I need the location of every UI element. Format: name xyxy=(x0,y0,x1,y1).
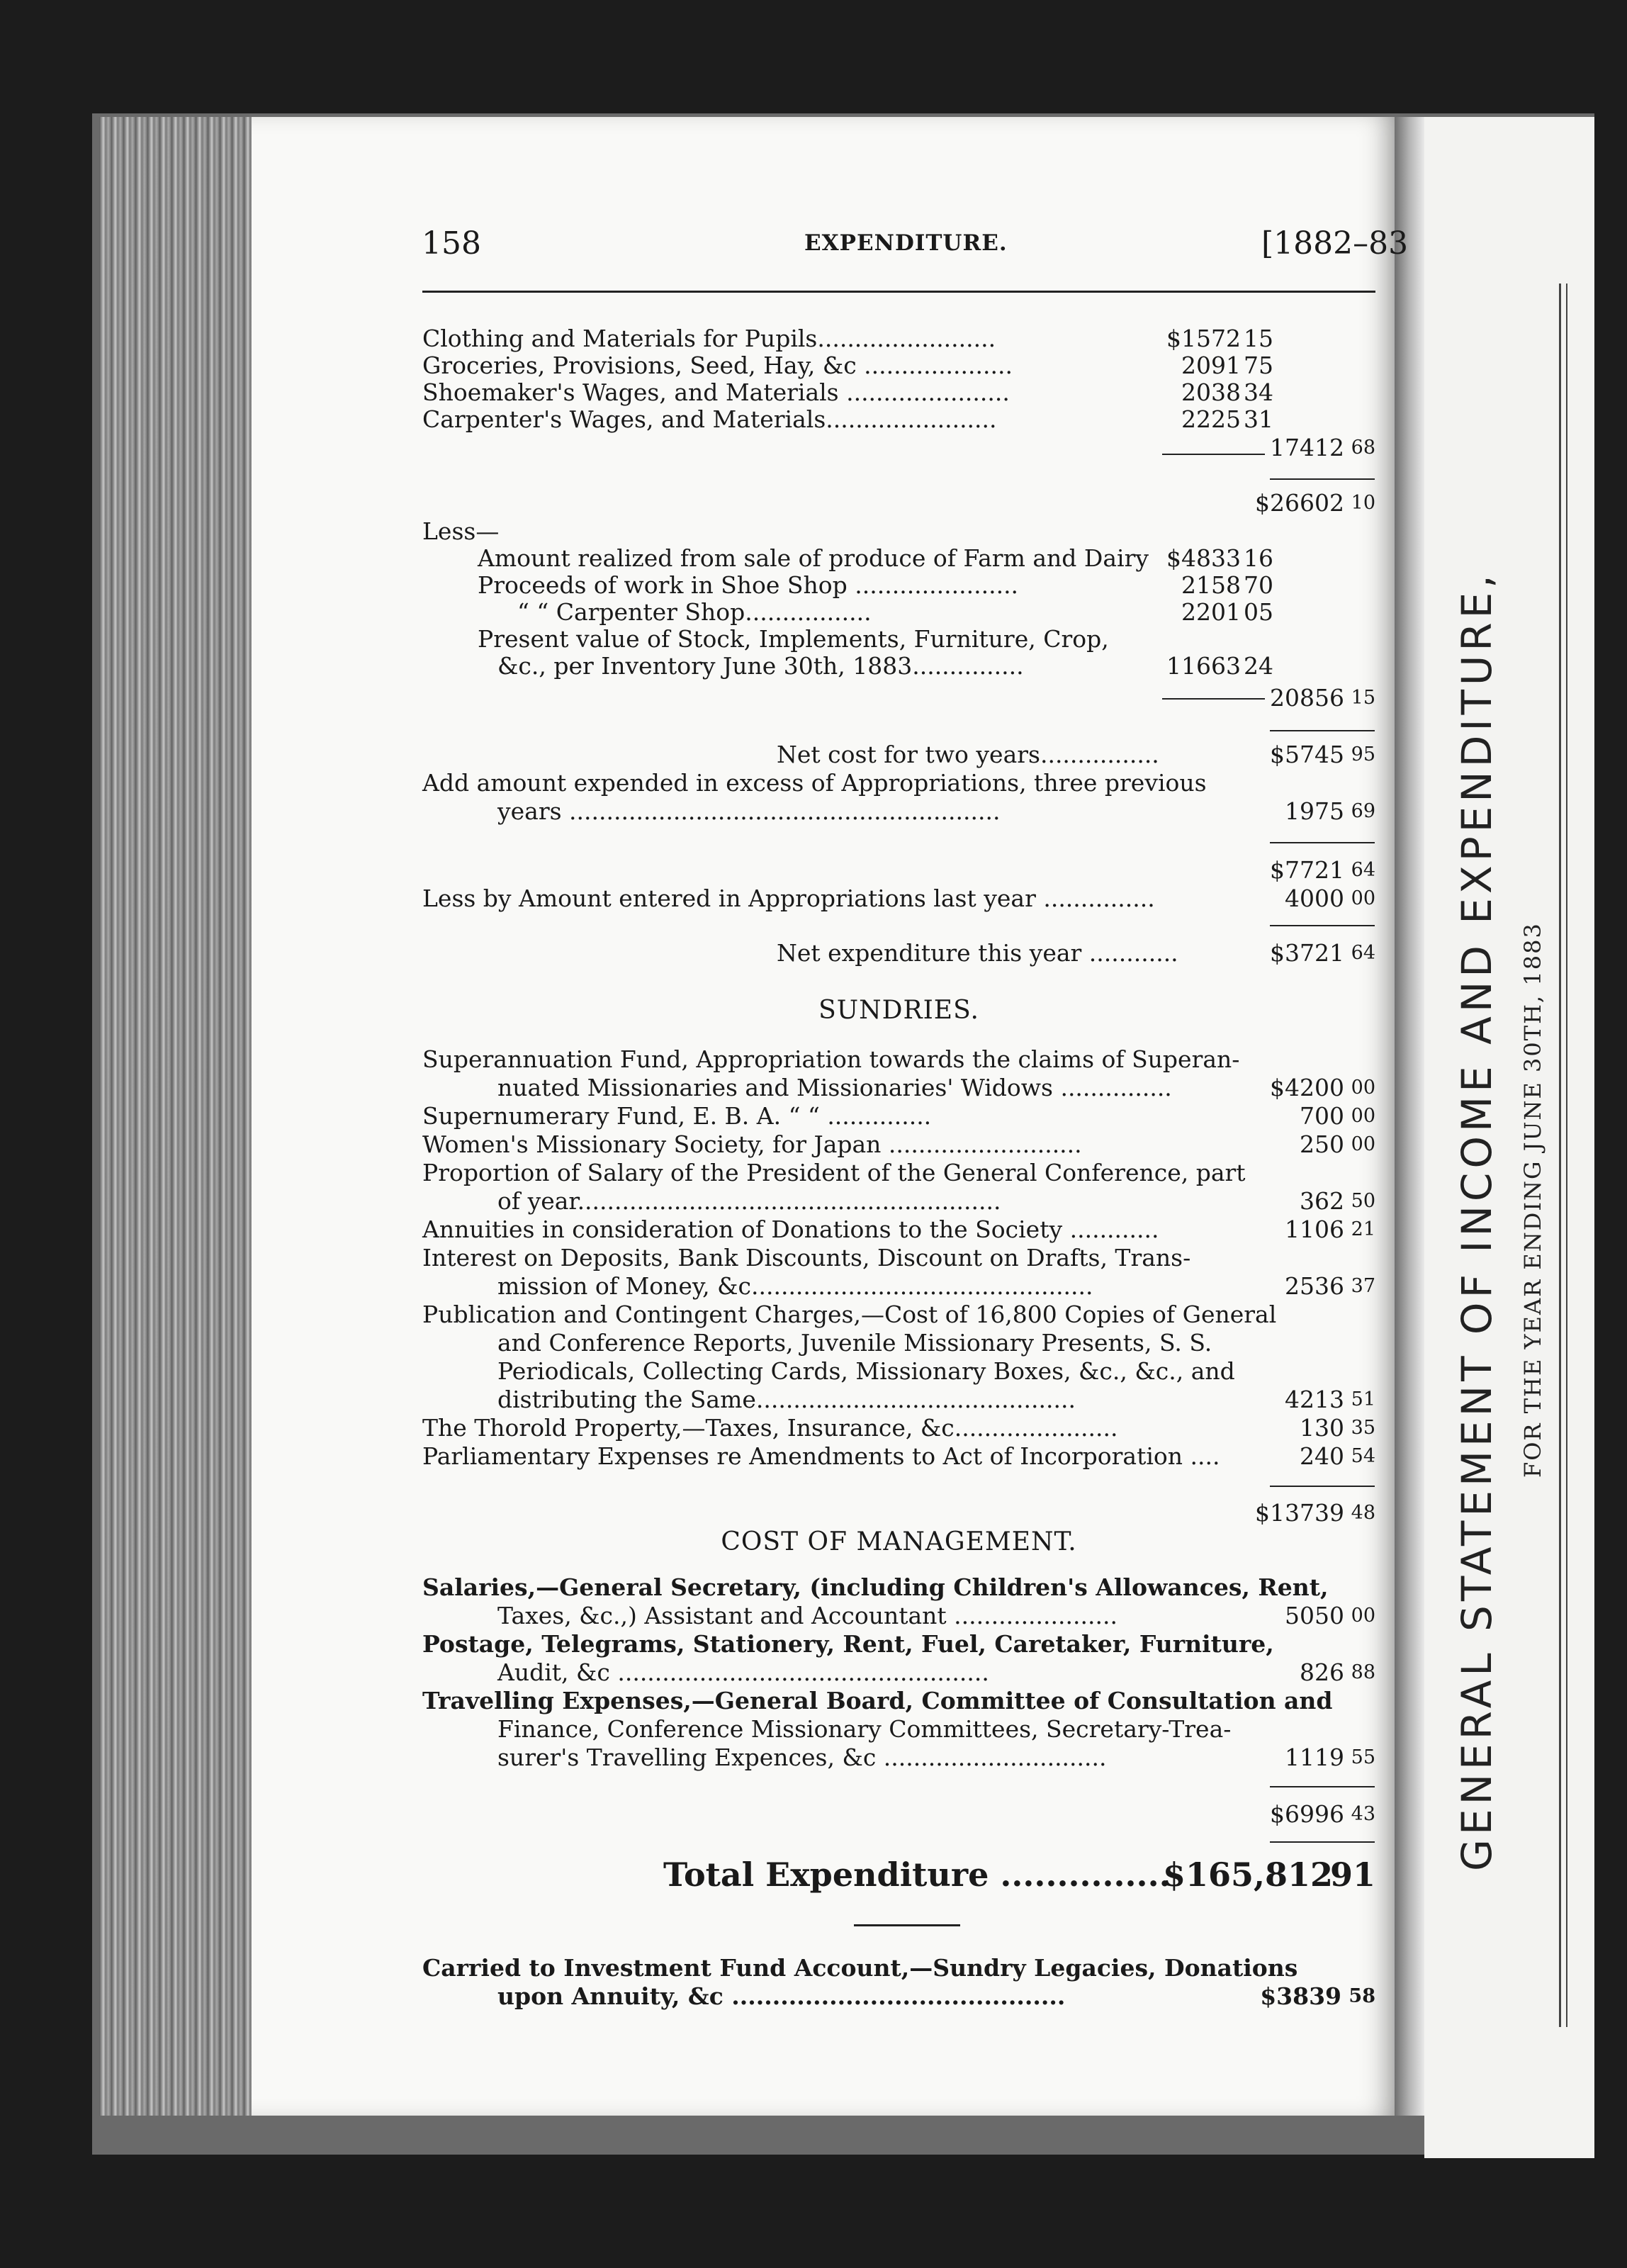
row-label: Taxes, &c.,) Assistant and Accountant ...................... xyxy=(497,1602,1117,1629)
outer-cents: 00 xyxy=(1351,1105,1375,1127)
row-label: of year......................................................... xyxy=(497,1187,1001,1215)
header-rule xyxy=(422,291,1375,293)
row-label: The Thorold Property,—Taxes, Insurance, &c...................... xyxy=(422,1414,1118,1442)
outer-amount: 362 xyxy=(1300,1187,1344,1215)
inner-cents: 75 xyxy=(1244,352,1273,379)
row-label: Shoemaker's Wages, and Materials ...................... xyxy=(422,378,1010,406)
total-divider xyxy=(854,1924,960,1926)
row-label: Proportion of Salary of the President of the General Conference, part xyxy=(422,1159,1246,1186)
total-label: Total Expenditure ............... xyxy=(663,1856,1171,1894)
book-gutter xyxy=(1395,117,1424,2116)
inner-amount: 2201 xyxy=(1181,598,1241,626)
row-label: Clothing and Materials for Pupils........................ xyxy=(422,325,996,352)
sum-rule xyxy=(1270,478,1375,480)
outer-cents: 64 xyxy=(1351,942,1375,964)
total-expenditure-row xyxy=(422,1853,1375,1896)
row-label: Salaries,—General Secretary, (including Children's Allowances, Rent, xyxy=(422,1573,1329,1601)
ledger-row xyxy=(422,598,1375,627)
total-cents: 91 xyxy=(1329,1856,1375,1894)
row-label: Parliamentary Expenses re Amendments to Act of Incorporation .... xyxy=(422,1442,1220,1470)
carried-text-2: upon Annuity, &c ......................................... xyxy=(497,1982,1066,2010)
ledger-row xyxy=(422,1102,1375,1130)
row-label: “ “ Carpenter Shop................. xyxy=(517,598,872,626)
sum-rule xyxy=(1162,698,1265,700)
row-label: Audit, &c .................................................. xyxy=(497,1658,989,1686)
row-label: Net cost for two years................ xyxy=(777,741,1159,768)
outer-amount: 130 xyxy=(1300,1414,1344,1442)
ledger-row xyxy=(422,1045,1375,1074)
ledger-row xyxy=(422,405,1375,434)
ledger-row xyxy=(422,1499,1375,1527)
ledger-row xyxy=(422,797,1375,826)
row-label: Supernumerary Fund, E. B. A. “ “ .............. xyxy=(422,1102,932,1130)
outer-amount: 4000 xyxy=(1285,885,1344,912)
row-label: Add amount expended in excess of Appropriations, three previous xyxy=(422,769,1207,797)
inner-amount: 2038 xyxy=(1181,378,1241,406)
row-label: and Conference Reports, Juvenile Missionary Presents, S. S. xyxy=(497,1329,1212,1357)
outer-amount: $26602 xyxy=(1255,489,1344,517)
row-label: Proceeds of work in Shoe Shop ...................... xyxy=(478,571,1019,599)
ledger-row xyxy=(422,1658,1375,1687)
ledger-row xyxy=(422,1272,1375,1301)
row-label: Publication and Contingent Charges,—Cost of 16,800 Copies of General xyxy=(422,1301,1277,1328)
sum-rule xyxy=(1270,842,1375,843)
inner-amount: 2158 xyxy=(1181,571,1241,599)
ledger-row xyxy=(422,325,1375,353)
inner-cents: 70 xyxy=(1244,571,1273,599)
row-label: Groceries, Provisions, Seed, Hay, &c .................... xyxy=(422,352,1013,379)
ledger-row xyxy=(422,856,1375,885)
outer-cents: 69 xyxy=(1351,800,1375,822)
inner-cents: 15 xyxy=(1244,325,1273,352)
outer-amount: 240 xyxy=(1300,1442,1344,1470)
facing-title: GENERAL STATEMENT OF INCOME AND EXPENDITURE, xyxy=(1453,571,1501,1871)
facing-subtitle: FOR THE YEAR ENDING JUNE 30TH, 1883 xyxy=(1519,922,1546,1478)
outer-amount: $7721 xyxy=(1270,856,1344,884)
outer-amount: 17412 xyxy=(1270,434,1344,461)
ledger-row xyxy=(422,652,1375,680)
outer-cents: 64 xyxy=(1351,859,1375,881)
ledger-row xyxy=(422,939,1375,967)
total-amount: $165,812 xyxy=(1162,1856,1333,1894)
row-label: years .......................................................... xyxy=(497,797,1001,825)
outer-cents: 68 xyxy=(1351,437,1375,459)
row-label: Superannuation Fund, Appropriation towards the claims of Superan- xyxy=(422,1045,1240,1073)
ledger-row xyxy=(422,741,1375,769)
sum-rule xyxy=(1270,1486,1375,1487)
year-range: [1882–83 xyxy=(1261,225,1409,262)
inner-amount: $4833 xyxy=(1166,544,1241,572)
ledger-row xyxy=(422,434,1375,462)
carried-amount: $3839 xyxy=(1260,1982,1341,2010)
outer-cents: 00 xyxy=(1351,887,1375,909)
outer-cents: 95 xyxy=(1351,743,1375,765)
row-label: surer's Travelling Expences, &c .............................. xyxy=(497,1744,1107,1771)
ledger-row xyxy=(422,1216,1375,1244)
row-label: Present value of Stock, Implements, Furniture, Crop, xyxy=(478,625,1109,653)
ledger-row xyxy=(422,1187,1375,1216)
outer-cents: 50 xyxy=(1351,1190,1375,1212)
inner-amount: 2225 xyxy=(1181,405,1241,433)
outer-amount: $6996 xyxy=(1270,1800,1344,1828)
ledger-row xyxy=(422,1357,1375,1386)
outer-amount: 1119 xyxy=(1285,1744,1344,1771)
outer-amount: 20856 xyxy=(1270,684,1344,712)
ledger-row xyxy=(422,1130,1375,1159)
page-number: 158 xyxy=(422,225,481,262)
ledger-row xyxy=(422,1715,1375,1744)
outer-cents: 37 xyxy=(1351,1275,1375,1297)
ledger-row xyxy=(422,1301,1375,1329)
inner-cents: 05 xyxy=(1244,598,1273,626)
ledger-row xyxy=(422,517,1375,546)
ledger-row xyxy=(422,544,1375,573)
inner-cents: 24 xyxy=(1244,652,1273,680)
row-label: nuated Missionaries and Missionaries' Widows ............... xyxy=(497,1074,1172,1101)
inner-cents: 31 xyxy=(1244,405,1273,433)
ledger-row xyxy=(422,1386,1375,1414)
inner-amount: $1572 xyxy=(1166,325,1241,352)
outer-cents: 51 xyxy=(1351,1388,1375,1410)
outer-amount: 2536 xyxy=(1285,1272,1344,1300)
facing-border-rule-inner xyxy=(1566,284,1567,2027)
outer-amount: $3721 xyxy=(1270,939,1344,967)
ledger-row xyxy=(422,1442,1375,1471)
outer-amount: 1106 xyxy=(1285,1216,1344,1243)
row-label: Postage, Telegrams, Stationery, Rent, Fuel, Caretaker, Furniture, xyxy=(422,1630,1274,1658)
outer-amount: 250 xyxy=(1300,1130,1344,1158)
ledger-row xyxy=(422,1573,1375,1602)
row-label: Travelling Expenses,—General Board, Committee of Consultation and xyxy=(422,1687,1333,1714)
management-heading: COST OF MANAGEMENT. xyxy=(721,1527,1077,1556)
inner-cents: 34 xyxy=(1244,378,1273,406)
ledger-row xyxy=(422,1687,1375,1715)
sum-rule xyxy=(1270,925,1375,926)
row-label: Finance, Conference Missionary Committees, Secretary-Trea- xyxy=(497,1715,1232,1743)
outer-cents: 43 xyxy=(1351,1803,1375,1825)
outer-cents: 88 xyxy=(1351,1661,1375,1683)
outer-cents: 55 xyxy=(1351,1746,1375,1768)
outer-amount: $5745 xyxy=(1270,741,1344,768)
row-label: Periodicals, Collecting Cards, Missionary Boxes, &c., &c., and xyxy=(497,1357,1235,1385)
sum-rule xyxy=(1270,730,1375,731)
ledger-row xyxy=(422,1800,1375,1829)
sum-rule xyxy=(1162,454,1265,455)
row-label: Net expenditure this year ............ xyxy=(777,939,1178,967)
ledger-row xyxy=(422,625,1375,653)
carried-row-2 xyxy=(422,1982,1375,2011)
carried-row-1 xyxy=(422,1954,1375,1982)
outer-amount: 4213 xyxy=(1285,1386,1344,1413)
outer-cents: 15 xyxy=(1351,687,1375,709)
ledger-row xyxy=(422,1414,1375,1442)
facing-page xyxy=(1424,117,1594,2158)
sum-rule xyxy=(1270,1786,1375,1787)
ledger-row xyxy=(422,1244,1375,1272)
inner-cents: 16 xyxy=(1244,544,1273,572)
outer-amount: $13739 xyxy=(1255,1499,1344,1527)
ledger-row xyxy=(422,885,1375,913)
row-label: Carpenter's Wages, and Materials....................... xyxy=(422,405,997,433)
ledger-row xyxy=(422,1602,1375,1630)
outer-cents: 00 xyxy=(1351,1133,1375,1155)
row-label: distributing the Same........................................... xyxy=(497,1386,1076,1413)
outer-cents: 48 xyxy=(1351,1502,1375,1524)
row-label: Annuities in consideration of Donations to the Society ............ xyxy=(422,1216,1159,1243)
ledger-row xyxy=(422,1630,1375,1658)
inner-amount: 2091 xyxy=(1181,352,1241,379)
outer-cents: 00 xyxy=(1351,1077,1375,1099)
outer-amount: 1975 xyxy=(1285,797,1344,825)
sum-rule xyxy=(1270,1841,1375,1843)
outer-amount: 700 xyxy=(1300,1102,1344,1130)
ledger-row xyxy=(422,1744,1375,1772)
ledger-row xyxy=(422,378,1375,407)
outer-cents: 00 xyxy=(1351,1605,1375,1627)
ledger-row xyxy=(422,352,1375,380)
row-label: mission of Money, &c.............................................. xyxy=(497,1272,1093,1300)
outer-amount: 5050 xyxy=(1285,1602,1344,1629)
ledger-row xyxy=(422,489,1375,517)
row-label: &c., per Inventory June 30th, 1883............... xyxy=(497,652,1024,680)
running-head: EXPENDITURE. xyxy=(804,230,1008,256)
row-label: Less— xyxy=(422,517,500,545)
row-label: Less by Amount entered in Appropriations last year ............... xyxy=(422,885,1155,912)
outer-amount: 826 xyxy=(1300,1658,1344,1686)
outer-cents: 35 xyxy=(1351,1417,1375,1439)
ledger-row xyxy=(422,769,1375,797)
outer-amount: $4200 xyxy=(1270,1074,1344,1101)
sundries-heading: SUNDRIES. xyxy=(818,996,979,1025)
inner-amount: 11663 xyxy=(1166,652,1241,680)
row-label: Amount realized from sale of produce of Farm and Dairy xyxy=(478,544,1149,572)
carried-text-1: Carried to Investment Fund Account,—Sundry Legacies, Donations xyxy=(422,1954,1298,1982)
page-edges xyxy=(99,117,252,2116)
ledger-row xyxy=(422,1074,1375,1102)
carried-cents: 58 xyxy=(1349,1985,1375,2007)
ledger-row xyxy=(422,1329,1375,1357)
facing-border-rule xyxy=(1559,284,1561,2027)
outer-cents: 54 xyxy=(1351,1445,1375,1467)
row-label: Interest on Deposits, Bank Discounts, Discount on Drafts, Trans- xyxy=(422,1244,1191,1271)
ledger-row xyxy=(422,1159,1375,1187)
ledger-row xyxy=(422,571,1375,600)
row-label: Women's Missionary Society, for Japan .......................... xyxy=(422,1130,1082,1158)
outer-cents: 10 xyxy=(1351,492,1375,514)
outer-cents: 21 xyxy=(1351,1218,1375,1240)
